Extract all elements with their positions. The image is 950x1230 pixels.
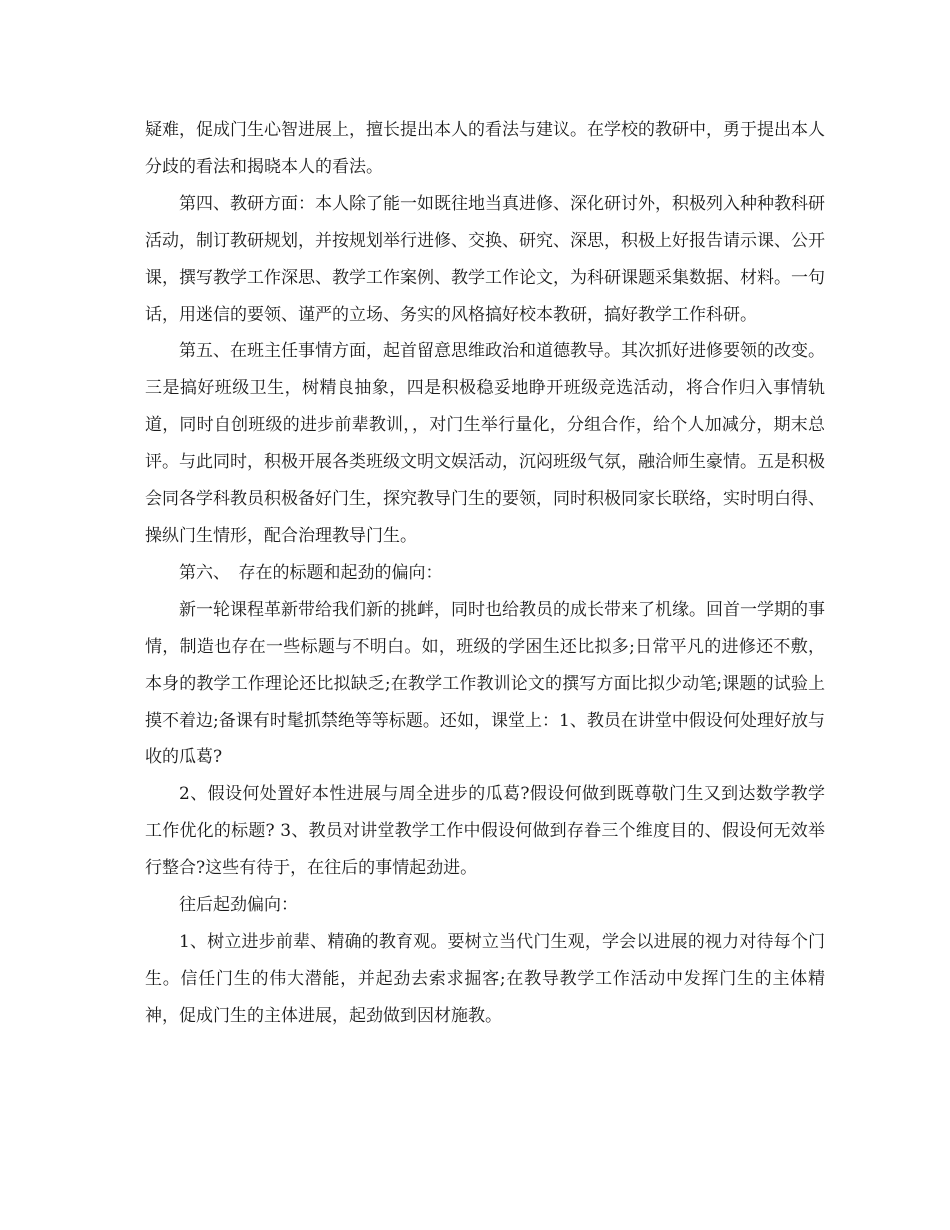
paragraph-7: 往后起劲偏向：	[179, 895, 298, 916]
paragraph-3: 第五、在班主任事情方面，起首留意思维政治和道德教导。其次抓好进修要领的改变。三是搞好班级卫生，树精良抽象，四是积极稳妥地睁开班级竞选活动，将合作归入事情轨道，同时自创班级的进步前辈教训，，对门生举行量化，分组合作，给个人加减分，期末总评。与此同时，积极开展各类班级文明文娱活动，沉闷班级气氛，融洽师生豪情。五是积极会同各学科教员积极备好门生，探究教导门生的要领，同时积极同家长联络，实时明白得、操纵门生情形，配合治理教导门生。	[145, 341, 825, 546]
paragraph-5: 新一轮课程革新带给我们新的挑衅，同时也给教员的成长带来了机缘。回首一学期的事情，制造也存在一些标题与不明白。如，班级的学困生还比拟多;日常平凡的进修还不敷，本身的教学工作理论还比拟缺乏;在教学工作教训论文的撰写方面比拟少动笔;课题的试验上摸不着边;备课有时髦抓禁绝等等标题。还如，课堂上：1、教员在讲堂中假设何处理好放与收的瓜葛?	[145, 599, 825, 768]
paragraph-4: 第六、 存在的标题和起劲的偏向：	[179, 562, 443, 583]
paragraph-8: 1、树立进步前辈、精确的教育观。要树立当代门生观，学会以进展的视力对待每个门生。信任门生的伟大潜能，并起劲去索求掘客;在教导教学工作活动中发挥门生的主体精神，促成门生的主体进展，起劲做到因材施教。	[145, 931, 825, 1026]
document-body	[145, 112, 825, 1035]
paragraph-1: 疑难，促成门生心智进展上，擅长提出本人的看法与建议。在学校的教研中，勇于提出本人分歧的看法和揭晓本人的看法。	[145, 120, 825, 177]
paragraph-6: 2、假设何处置好本性进展与周全进步的瓜葛?假设何做到既尊敬门生又到达数学教学工作优化的标题? 3、教员对讲堂教学工作中假设何做到存眷三个维度目的、假设何无效举行整合?这些有待于，在往后的事情起劲进。	[145, 784, 825, 879]
paragraph-2: 第四、教研方面：本人除了能一如既往地当真进修、深化研讨外，积极列入种种教科研活动，制订教研规划，并按规划举行进修、交换、研究、深思，积极上好报告请示课、公开课，撰写教学工作深思、教学工作案例、教学工作论文，为科研课题采集数据、材料。一句话，用迷信的要领、谨严的立场、务实的风格搞好校本教研，搞好教学工作科研。	[145, 193, 825, 325]
